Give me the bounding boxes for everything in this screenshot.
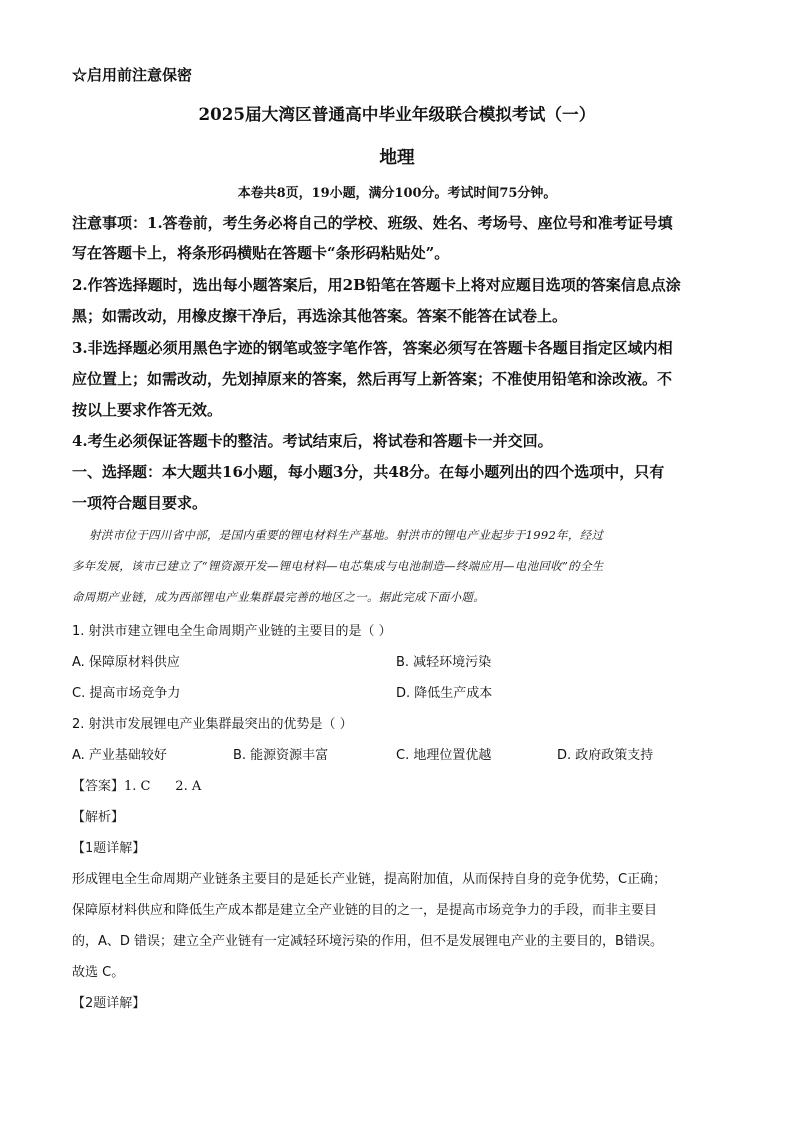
section-heading-line-1: 一、选择题：本大题共16小题，每小题3分，共48分。在每小题列出的四个选项中，只有 xyxy=(72,463,665,481)
notice-2-line-1: 2.作答选择题时，选出每小题答案后，用2B铅笔在答题卡上将对应题目选项的答案信息点涂 xyxy=(72,276,681,294)
notice-3-line-3: 按以上要求作答无效。 xyxy=(72,401,223,419)
question-1-option-b: B. 减轻环境污染 xyxy=(396,655,492,670)
analysis-label: 【解析】 xyxy=(72,810,125,825)
exam-meta: 本卷共8页，19小题，满分100分。考试时间75分钟。 xyxy=(237,186,557,201)
answer-row xyxy=(72,775,201,794)
notice-1-line-1: 注意事项：1.答卷前，考生务必将自己的学校、班级、姓名、考场号、座位号和准考证号填 xyxy=(72,214,673,232)
passage-line-2: 多年发展，该市已建立了“锂资源开发—锂电材料—电芯集成与电池制造—终端应用—电池回收”的全生 xyxy=(72,559,604,573)
q1-detail-line-2: 保障原材料供应和降低生产成本都是建立全产业链的目的之一，是提高市场竞争力的手段，而非主要目 xyxy=(72,903,658,918)
question-2-option-c: C. 地理位置优越 xyxy=(396,748,492,763)
q2-detail-label: 【2题详解】 xyxy=(72,996,146,1011)
question-2-stem: 2. 射洪市发展锂电产业集群最突出的优势是（ ） xyxy=(72,717,353,732)
question-1-stem: 1. 射洪市建立锂电全生命周期产业链的主要目的是（ ） xyxy=(72,624,392,639)
subject-title: 地理 xyxy=(379,147,415,168)
question-1-option-c: C. 提高市场竞争力 xyxy=(72,686,181,701)
section-heading-line-2: 一项符合题目要求。 xyxy=(72,494,208,512)
question-1-option-d: D. 降低生产成本 xyxy=(396,686,493,701)
q1-detail-line-1: 形成锂电全生命周期产业链条主要目的是延长产业链，提高附加值，从而保持自身的竞争优势，C正确； xyxy=(72,872,667,887)
question-2-option-b: B. 能源资源丰富 xyxy=(233,748,329,763)
notice-4-line-1: 4.考生必须保证答题卡的整洁。考试结束后，将试卷和答题卡一并交回。 xyxy=(72,432,553,450)
q1-detail-line-3: 的，A、D 错误；建立全产业链有一定减轻环境污染的作用，但不是发展锂电产业的主要目的，B错误。 xyxy=(72,934,663,949)
notice-1-line-2: 写在答题卡上，将条形码横贴在答题卡“条形码粘贴处”。 xyxy=(72,244,450,262)
notice-2-line-2: 黑；如需改动，用橡皮擦干净后，再选涂其他答案。答案不能答在试卷上。 xyxy=(72,307,568,325)
notice-3-line-2: 应位置上；如需改动，先划掉原来的答案，然后再写上新答案；不准使用铅笔和涂改液。不 xyxy=(72,370,673,388)
confidential-notice: ☆启用前注意保密 xyxy=(72,66,193,84)
passage-line-3: 命周期产业链，成为西部锂电产业集群最完善的地区之一。据此完成下面小题。 xyxy=(72,590,485,604)
question-2-option-a: A. 产业基础较好 xyxy=(72,748,167,763)
exam-title: 2025届大湾区普通高中毕业年级联合模拟考试（一） xyxy=(198,104,596,124)
notice-3-line-1: 3.非选择题必须用黑色字迹的钢笔或签字笔作答，答案必须写在答题卡各题目指定区域内相 xyxy=(72,339,673,357)
answer-value: 1. C 2. A xyxy=(124,779,202,794)
question-1-option-a: A. 保障原材料供应 xyxy=(72,655,180,670)
answer-label: 【答案】 xyxy=(72,779,125,794)
passage-line-1: 射洪市位于四川省中部，是国内重要的锂电材料生产基地。射洪市的锂电产业起步于1992年，经过 xyxy=(89,528,604,542)
q1-detail-label: 【1题详解】 xyxy=(72,841,146,856)
question-2-option-d: D. 政府政策支持 xyxy=(557,748,654,763)
q1-detail-line-4: 故选 C。 xyxy=(72,965,125,980)
